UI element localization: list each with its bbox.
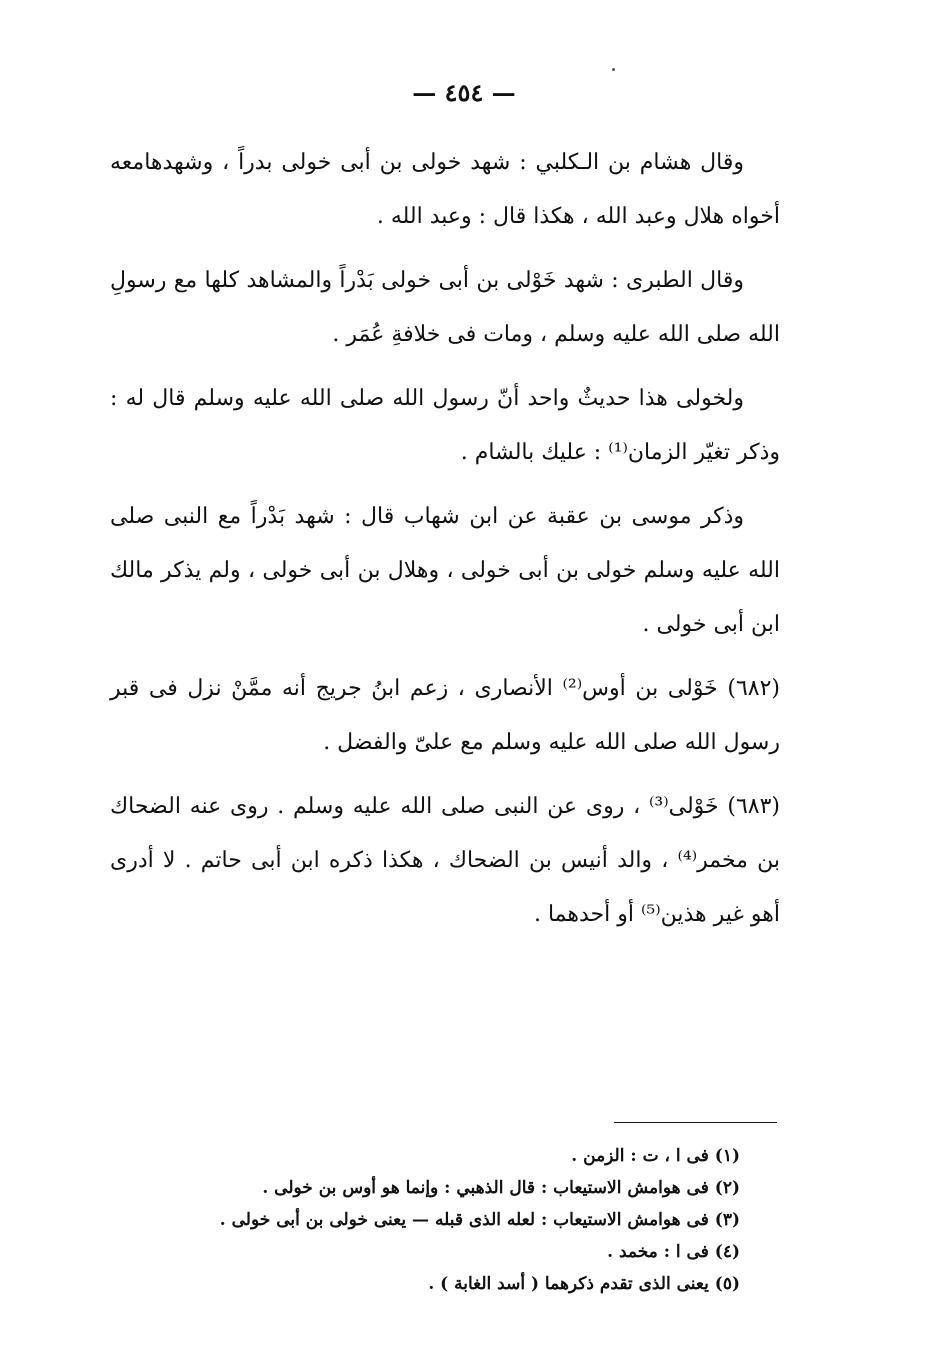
- footnote-3: (٣) فى هوامش الاستيعاب : لعله الذى قبله — يعنى خولى بن أبى خولى .: [219, 1210, 740, 1230]
- footnote-4: (٤) فى ا : مخمد .: [607, 1242, 740, 1262]
- scan-speck: [612, 68, 615, 71]
- entry-682: (٦٨٢) خَوْلى بن أوس⁽²⁾ الأنصارى ، زعم ابنُ جريج أنه ممَّنْ نزل فى قبر رسول الله صلى الله عليه وسلم مع علىّ والفضل .: [110, 676, 780, 755]
- footnote-1: (١) فى ا ، ت : الزمن .: [571, 1146, 740, 1166]
- main-text: [110, 136, 780, 952]
- paragraph-hadith: ولخولى هذا حديثٌ واحد أنّ رسول الله صلى الله عليه وسلم قال له : وذكر تغيّر الزمان⁽¹⁾ : عليك بالشام .: [110, 386, 780, 465]
- footnotes: [140, 1140, 740, 1300]
- footnote-2: (٢) فى هوامش الاستيعاب : قال الذهبي : وإنما هو أوس بن خولى .: [262, 1178, 740, 1198]
- page-number: — ٤٥٤ —: [412, 78, 516, 107]
- paragraph-tabari: وقال الطبرى : شهد خَوْلى بن أبى خولى بَدْراً والمشاهد كلها مع رسولِ الله صلى الله عليه وسلم ، ومات فى خلافةِ عُمَر .: [110, 268, 780, 347]
- paragraph-musa-bin-uqba: وذكر موسى بن عقبة عن ابن شهاب قال : شهد بَدْراً مع النبى صلى الله عليه وسلم خولى بن أبى خولى ، وهلال بن أبى خولى ، ولم يذكر مالك ابن أبى خولى .: [110, 504, 780, 637]
- footnote-separator: [614, 1122, 777, 1123]
- paragraph-hisham: وقال هشام بن الـكلبي : شهد خولى بن أبى خولى بدراً ، وشهدهامعه أخواه هلال وعبد الله ، هكذا قال : وعبد الله .: [110, 150, 780, 229]
- footnote-5: (٥) يعنى الذى تقدم ذكرهما ( أسد الغابة ) .: [428, 1274, 740, 1294]
- entry-683: (٦٨٣) خَوْلى⁽³⁾ ، روى عن النبى صلى الله عليه وسلم . روى عنه الضحاك بن مخمر⁽⁴⁾ ، والد أنيس بن الضحاك ، هكذا ذكره ابن أبى حاتم . لا أدرى أهو غير هذين⁽⁵⁾ أو أحدهما .: [110, 794, 781, 927]
